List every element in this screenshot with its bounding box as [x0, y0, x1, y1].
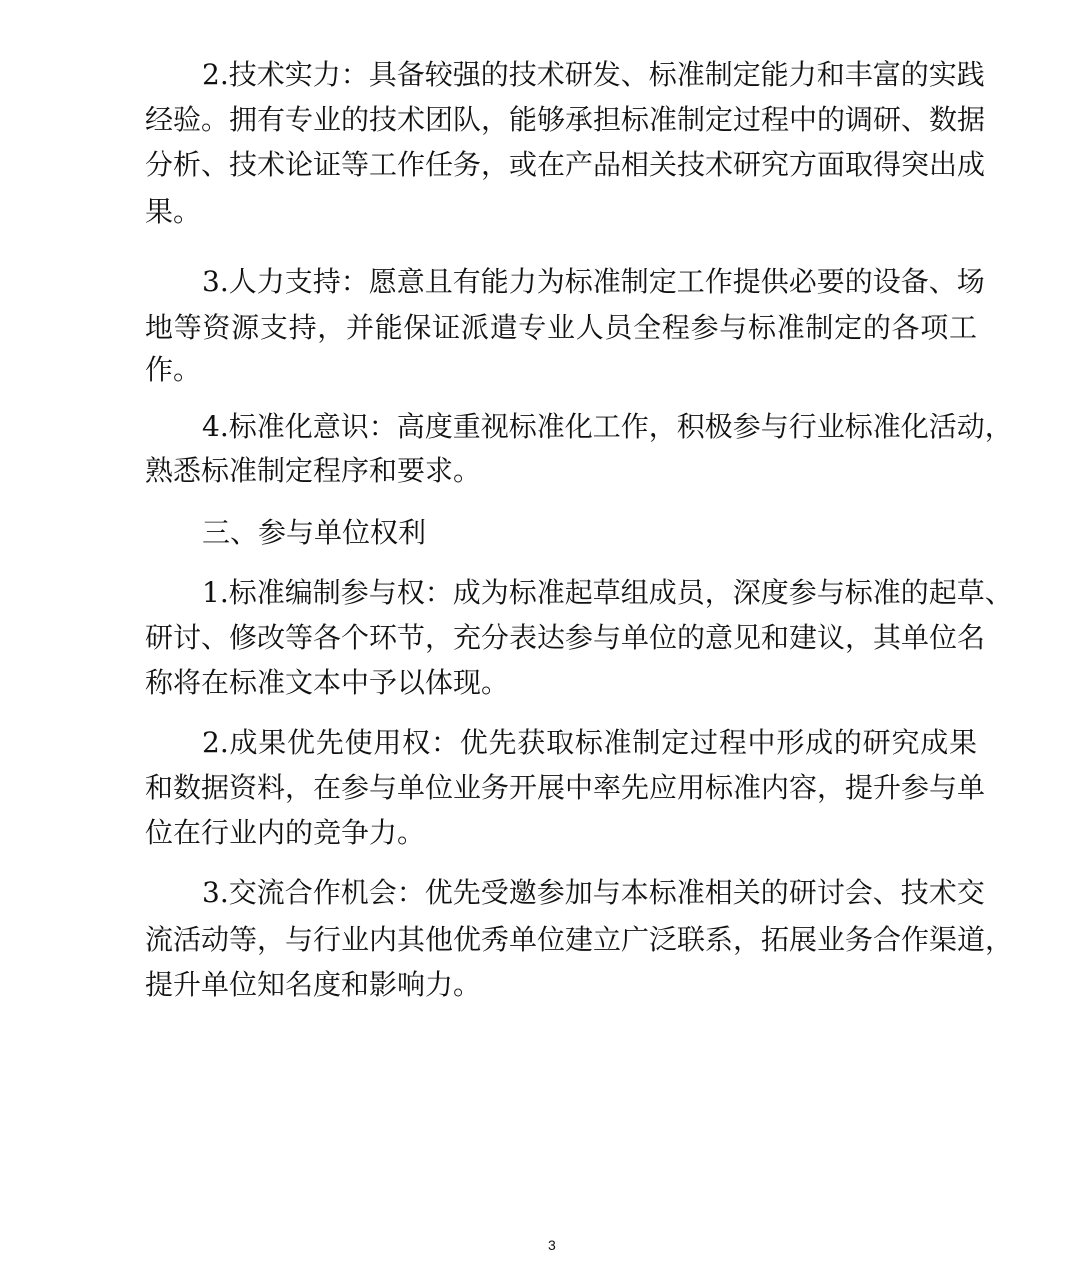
paragraph-line: 1.标准编制参与权：成为标准起草组成员，深度参与标准的起草、 — [202, 576, 1013, 609]
paragraph-line: 称将在标准文本中予以体现。 — [145, 666, 510, 699]
paragraph-line: 3.交流合作机会：优先受邀参加与本标准相关的研讨会、技术交 — [202, 876, 985, 909]
paragraph-line: 3.人力支持：愿意且有能力为标准制定工作提供必要的设备、场 — [202, 265, 985, 298]
paragraph-line: 分析、技术论证等工作任务，或在产品相关技术研究方面取得突出成 — [145, 148, 986, 181]
paragraph-line: 流活动等，与行业内其他优秀单位建立广泛联系，拓展业务合作渠道， — [145, 923, 1014, 956]
paragraph-line: 经验。拥有专业的技术团队，能够承担标准制定过程中的调研、数据 — [145, 103, 986, 136]
page-number: 3 — [548, 1237, 556, 1253]
paragraph-line: 位在行业内的竞争力。 — [145, 816, 426, 849]
paragraph-line: 熟悉标准制定程序和要求。 — [145, 454, 482, 487]
section-heading: 三、参与单位权利 — [202, 516, 427, 549]
paragraph-line: 2.成果优先使用权：优先获取标准制定过程中形成的研究成果 — [202, 726, 977, 759]
paragraph-line: 地等资源支持，并能保证派遣专业人员全程参与标准制定的各项工 — [145, 311, 977, 344]
paragraph-line: 2.技术实力：具备较强的技术研发、标准制定能力和丰富的实践 — [202, 58, 985, 91]
paragraph-line: 和数据资料，在参与单位业务开展中率先应用标准内容，提升参与单 — [145, 771, 986, 804]
paragraph-line: 4.标准化意识：高度重视标准化工作，积极参与行业标准化活动， — [202, 410, 1013, 443]
paragraph-line: 提升单位知名度和影响力。 — [145, 968, 482, 1001]
paragraph-line: 研讨、修改等各个环节，充分表达参与单位的意见和建议，其单位名 — [145, 621, 986, 654]
paragraph-line: 作。 — [145, 353, 202, 386]
paragraph-line: 果。 — [145, 195, 202, 228]
